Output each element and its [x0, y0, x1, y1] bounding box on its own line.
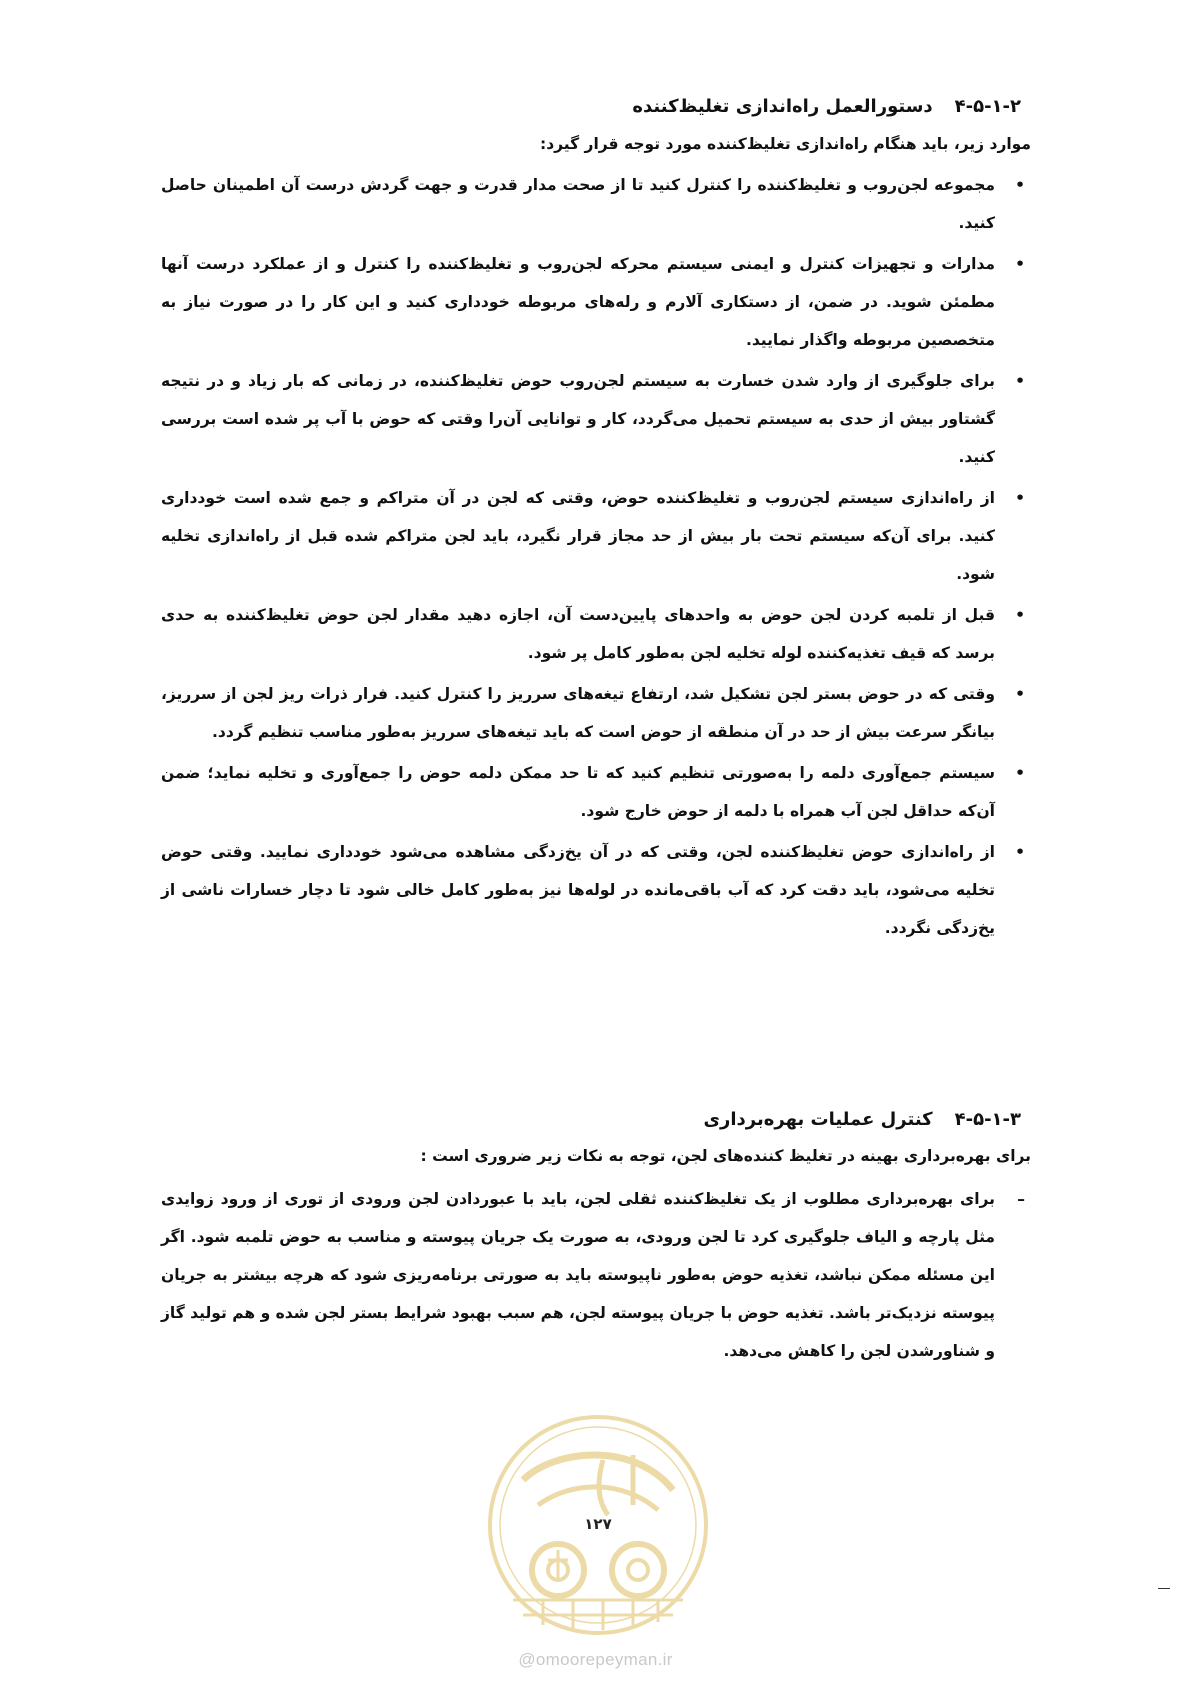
page-number: ۱۲۷	[584, 1515, 612, 1533]
list-item: • وقتی که در حوض بستر لجن تشکیل شد، ارتفاع تیغه‌های سرریز را کنترل کنید. فرار ذرات ریز لجن از سرریز، بیانگر سرعت بیش از حد در آن منطقه از حوض است که باید تیغه‌های سرریز به‌طور مناسب تنظیم گردد.	[161, 675, 1031, 751]
list-item: • از راه‌اندازی حوض تغلیظ‌کننده لجن، وقتی که در آن یخ‌زدگی مشاهده می‌شود خودداری نمایید. وقتی حوض تخلیه می‌شود، باید دقت کرد که آب باقی‌مانده در لوله‌ها نیز به‌طور کامل خالی شود تا دچار خسارات ناشی از یخ‌زدگی نگردد.	[161, 833, 1031, 947]
list-item: • مجموعه لجن‌روب و تغلیظ‌کننده را کنترل کنید تا از صحت مدار قدرت و جهت گردش درست آن اطمینان حاصل کنید.	[161, 166, 1031, 242]
section-title: کنترل عملیات بهره‌برداری	[703, 1109, 933, 1130]
bullet-icon: •	[1015, 176, 1025, 194]
startup-bullet-list	[161, 166, 1031, 947]
bullet-icon: •	[1015, 843, 1025, 861]
list-item: • قبل از تلمبه کردن لجن حوض به واحدهای پایین‌دست آن، اجازه دهید مقدار لجن حوض تغلیظ‌کننده به حدی برسد که قیف تغذیه‌کننده لوله تخلیه لجن به‌طور کامل پر شود.	[161, 596, 1031, 672]
list-item: – برای بهره‌برداری مطلوب از یک تغلیظ‌کننده ثقلی لجن، باید با عبوردادن لجن ورودی از توری از ورود زوایدی مثل پارچه و الیاف جلوگیری کرد تا لجن ورودی، به صورت یک جریان پیوسته و مناسب به حوض تلمبه شود. اگر این مسئله ممکن نباشد، تغذیه حوض به‌طور ناپیوسته باید به صورتی برنامه‌ریزی شود که هرچه بیشتر به جریان پیوسته نزدیک‌تر باشد. تغذیه حوض با جریان پیوسته لجن، هم سبب بهبود شرایط بستر لجن شده و هم تولید گاز و شناورشدن لجن را کاهش می‌دهد.	[161, 1180, 1031, 1370]
dash-icon: –	[1017, 1190, 1025, 1208]
edge-mark	[1158, 1588, 1170, 1589]
bullet-icon: •	[1015, 372, 1025, 390]
watermark-url: @omoorepeyman.ir	[518, 1650, 673, 1669]
section-heading-operation-control	[704, 1109, 1021, 1130]
list-item: • سیستم جمع‌آوری دلمه را به‌صورتی تنظیم کنید که تا حد ممکن دلمه حوض را جمع‌آوری و تخلیه نماید؛ ضمن آن‌که حداقل لجن آب همراه با دلمه از حوض خارج شود.	[161, 754, 1031, 830]
list-item: • مدارات و تجهیزات کنترل و ایمنی سیستم محرکه لجن‌روب و تغلیظ‌کننده را کنترل و از عملکرد درست آنها مطمئن شوید. در ضمن، از دستکاری آلارم و رله‌های مربوطه خودداری کنید و این کار را در صورت نیاز به متخصصین مربوطه واگذار نمایید.	[161, 245, 1031, 359]
bullet-icon: •	[1015, 606, 1025, 624]
bullet-icon: •	[1015, 489, 1025, 507]
section-title: دستورالعمل راه‌اندازی تغلیظ‌کننده	[632, 96, 933, 117]
operation-dash-list	[161, 1180, 1031, 1370]
section-intro: موارد زیر، باید هنگام راه‌اندازی تغلیظ‌کننده مورد توجه قرار گیرد:	[540, 135, 1031, 153]
section-intro: برای بهره‌برداری بهینه در تغلیظ کننده‌های لجن، توجه به نکات زیر ضروری است :	[420, 1147, 1031, 1165]
list-item: • برای جلوگیری از وارد شدن خسارت به سیستم لجن‌روب حوض تغلیظ‌کننده، در زمانی که بار زیاد و در نتیجه گشتاور بیش از حدی به سیستم تحمیل می‌گردد، کار و توانایی آن‌را وقتی که حوض با آب پر شده است بررسی کنید.	[161, 362, 1031, 476]
bullet-icon: •	[1015, 685, 1025, 703]
section-number: ۴-۵-۱-۲	[954, 96, 1021, 117]
bullet-icon: •	[1015, 255, 1025, 273]
section-number: ۴-۵-۱-۳	[954, 1109, 1021, 1130]
section-heading-startup	[632, 96, 1021, 117]
bullet-icon: •	[1015, 764, 1025, 782]
at-icon: @	[518, 1650, 536, 1669]
list-item: • از راه‌اندازی سیستم لجن‌روب و تغلیظ‌کننده حوض، وقتی که لجن در آن متراکم و جمع شده است خودداری کنید. برای آن‌که سیستم تحت بار بیش از حد مجاز قرار نگیرد، باید لجن متراکم شده قبل از راه‌اندازی تخلیه شود.	[161, 479, 1031, 593]
